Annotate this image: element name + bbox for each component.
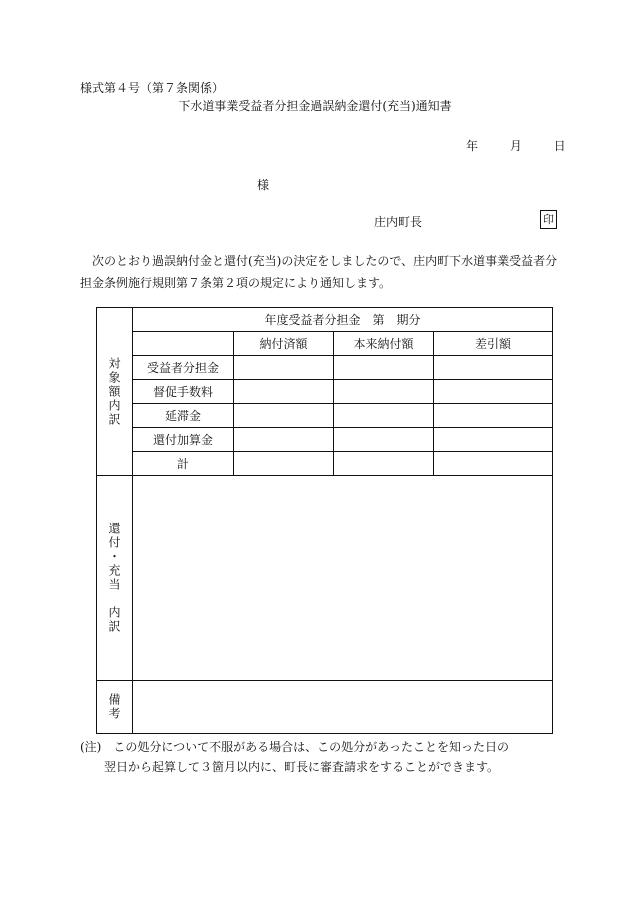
table-row bbox=[97, 681, 553, 734]
refund-table bbox=[96, 307, 553, 734]
row-label: 受益者分担金 bbox=[133, 356, 234, 380]
issuer-name: 庄内町長 bbox=[374, 215, 423, 229]
remarks-area bbox=[133, 681, 553, 734]
amount-cell bbox=[434, 452, 553, 476]
table-row bbox=[97, 452, 553, 476]
amount-cell bbox=[434, 428, 553, 452]
remarks-label-cell bbox=[97, 681, 133, 734]
amount-cell bbox=[234, 452, 334, 476]
amount-cell bbox=[234, 356, 334, 380]
table-row bbox=[97, 428, 553, 452]
table-row bbox=[97, 404, 553, 428]
form-number: 様式第４号（第７条関係） bbox=[80, 81, 225, 95]
date-month-label: 月 bbox=[509, 139, 522, 153]
date-day-label: 日 bbox=[553, 139, 566, 153]
column-header-paid: 納付済額 bbox=[234, 332, 334, 356]
remarks-label: 備考 bbox=[107, 693, 121, 721]
table-row bbox=[97, 308, 553, 332]
date-row bbox=[466, 137, 566, 154]
amount-cell bbox=[334, 452, 434, 476]
amount-cell bbox=[434, 404, 553, 428]
row-label: 還付加算金 bbox=[133, 428, 234, 452]
amount-cell bbox=[434, 356, 553, 380]
table-row bbox=[97, 476, 553, 681]
amount-cell bbox=[234, 404, 334, 428]
row-label: 計 bbox=[133, 452, 234, 476]
seal-mark: 印 bbox=[540, 210, 557, 229]
table-row bbox=[97, 332, 553, 356]
note-line-1: (注) この処分について不服がある場合は、この処分があったことを知った日の bbox=[80, 740, 510, 754]
amount-cell bbox=[334, 404, 434, 428]
column-header-due: 本来納付額 bbox=[334, 332, 434, 356]
body-text: 次のとおり過誤納付金と還付(充当)の決定をしましたので、庄内町下水道事業受益者分担金条例施行規則第７条第２項の規定により通知します。 bbox=[80, 254, 558, 290]
document-title: 下水道事業受益者分担金過誤納金還付(充当)通知書 bbox=[178, 99, 452, 113]
addressee-suffix: 様 bbox=[257, 178, 270, 192]
amount-cell bbox=[334, 380, 434, 404]
note-line-2: 翌日から起算して３箇月以内に、町長に審査請求をすることができます。 bbox=[104, 760, 500, 774]
refund-section-label-cell bbox=[97, 476, 133, 681]
period-header: 年度受益者分担金 第 期分 bbox=[133, 308, 553, 332]
refund-detail-area bbox=[133, 476, 553, 681]
amount-cell bbox=[234, 428, 334, 452]
amount-cell bbox=[434, 380, 553, 404]
row-label: 延滞金 bbox=[133, 404, 234, 428]
amount-cell bbox=[334, 356, 434, 380]
column-header-difference: 差引額 bbox=[434, 332, 553, 356]
table-row bbox=[97, 356, 553, 380]
target-section-label-cell bbox=[97, 308, 133, 476]
amount-cell bbox=[234, 380, 334, 404]
amount-cell bbox=[334, 428, 434, 452]
target-section-label: 対象額内訳 bbox=[107, 356, 121, 427]
corner-cell bbox=[133, 332, 234, 356]
row-label: 督促手数料 bbox=[133, 380, 234, 404]
date-year-label: 年 bbox=[466, 139, 479, 153]
refund-section-label: 還付・充当 内訳 bbox=[107, 522, 121, 634]
table-row bbox=[97, 380, 553, 404]
